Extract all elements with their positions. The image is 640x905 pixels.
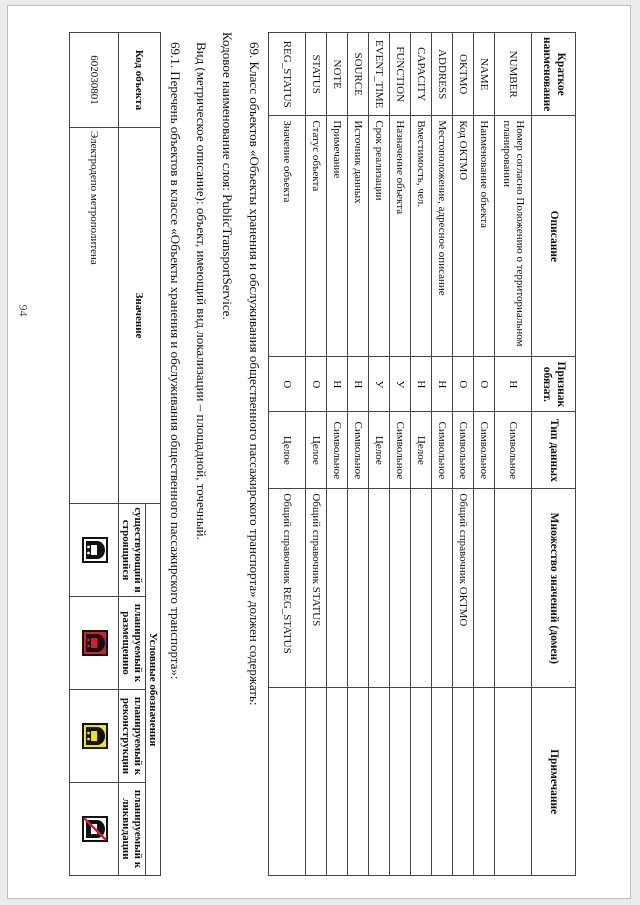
cell-domain <box>411 489 432 688</box>
header-reconstruction: планируемый к реконструкции <box>118 690 145 783</box>
cell-description: Местоположение, адресное описание <box>432 116 453 357</box>
cell-type: Символьное <box>453 412 474 489</box>
cell-note <box>269 688 306 876</box>
cell-description: Наименование объекта <box>474 116 495 357</box>
header-liquidation: планируемый к ликвидации <box>118 783 145 876</box>
paragraph-object-list: 69.1. Перечень объектов в классе «Объекты хранения и обслуживания общественного пассажирского транспорта»: <box>168 42 183 680</box>
cell-note <box>432 688 453 876</box>
paragraph-class-heading: 69. Класс объектов «Объекты хранения и обслуживания общественного пассажирского транспорта» должен содержать: <box>247 42 262 706</box>
cell-code: NAME <box>474 33 495 116</box>
table-row <box>327 33 348 876</box>
cell-flag: О <box>269 357 306 412</box>
table-row <box>348 33 369 876</box>
cell-domain <box>348 489 369 688</box>
cell-flag: Н <box>327 357 348 412</box>
cell-symbol-planned <box>69 597 118 690</box>
cell-note <box>495 688 532 876</box>
rotated-content <box>24 32 576 876</box>
header-short-name: Краткое наименование <box>532 33 576 116</box>
cell-type: Целое <box>411 412 432 489</box>
cell-type: Символьное <box>390 412 411 489</box>
cell-code: REG_STATUS <box>269 33 306 116</box>
cell-domain: Общий справочник ОКТМО <box>453 489 474 688</box>
cell-flag: У <box>369 357 390 412</box>
header-domain: Множество значений (домен) <box>532 489 576 688</box>
cell-description: Примечание <box>327 116 348 357</box>
cell-description: Код ОКТМО <box>453 116 474 357</box>
cell-note <box>474 688 495 876</box>
legend-table <box>69 32 161 876</box>
cell-note <box>306 688 327 876</box>
attribute-table <box>268 32 576 876</box>
cell-type: Целое <box>306 412 327 489</box>
cell-domain <box>390 489 411 688</box>
cell-type: Символьное <box>327 412 348 489</box>
table-row <box>495 33 532 876</box>
cell-code: CAPACITY <box>411 33 432 116</box>
cell-domain <box>369 489 390 688</box>
cell-domain <box>474 489 495 688</box>
cell-object-code: 602030801 <box>69 33 118 128</box>
cell-symbol-reconstruction <box>69 690 118 783</box>
cell-note <box>453 688 474 876</box>
table-row <box>432 33 453 876</box>
cell-note <box>348 688 369 876</box>
cell-flag: О <box>453 357 474 412</box>
header-data-type: Тип данных <box>532 412 576 489</box>
metro-depot-existing-icon <box>82 537 108 563</box>
cell-flag: О <box>306 357 327 412</box>
cell-flag: Н <box>411 357 432 412</box>
cell-type: Целое <box>369 412 390 489</box>
cell-flag: Н <box>495 357 532 412</box>
cell-object-value: Электродепо метрополитена <box>69 128 118 504</box>
cell-code: EVENT_TIME <box>369 33 390 116</box>
cell-type: Символьное <box>432 412 453 489</box>
cell-domain <box>495 489 532 688</box>
cell-type: Целое <box>269 412 306 489</box>
header-planned: планируемый к размещению <box>118 597 145 690</box>
cell-symbol-liquidation <box>69 783 118 876</box>
table-row <box>453 33 474 876</box>
table-row <box>411 33 432 876</box>
header-value: Значение <box>118 128 160 504</box>
cell-note <box>369 688 390 876</box>
cell-flag: У <box>390 357 411 412</box>
cell-code: NUMBER <box>495 33 532 116</box>
cell-description: Срок реализации <box>369 116 390 357</box>
cell-description: Назначение объекта <box>390 116 411 357</box>
cell-code: FUNCTION <box>390 33 411 116</box>
legend-header-row <box>145 33 160 876</box>
cell-domain: Общий справочник REG_STATUS <box>269 489 306 688</box>
cell-note <box>327 688 348 876</box>
paragraph-layer-code: Кодовое наименование слоя: PublicTransportService. <box>220 32 235 320</box>
cell-type: Символьное <box>495 412 532 489</box>
document-page <box>7 5 631 899</box>
cell-code: ADDRESS <box>432 33 453 116</box>
cell-description: Источник данных <box>348 116 369 357</box>
header-description: Описание <box>532 116 576 357</box>
metro-depot-reconstruction-icon <box>82 723 108 749</box>
metro-depot-planned-icon <box>82 630 108 656</box>
header-note: Примечание <box>532 688 576 876</box>
table-row <box>474 33 495 876</box>
cell-code: SOURCE <box>348 33 369 116</box>
table-row <box>269 33 306 876</box>
cell-symbol-existing <box>69 504 118 597</box>
cell-code: NOTE <box>327 33 348 116</box>
cell-code: STATUS <box>306 33 327 116</box>
header-object-code: Код объекта <box>118 33 160 128</box>
cell-flag: Н <box>348 357 369 412</box>
metro-depot-liquidation-icon <box>82 816 108 842</box>
cell-domain: Общий справочник STATUS <box>306 489 327 688</box>
header-existing: существующий и строящийся <box>118 504 145 597</box>
cell-description: Номер согласно Положению о территориальном планировании <box>495 116 532 357</box>
cell-flag: О <box>474 357 495 412</box>
cell-description: Вместимость, чел. <box>411 116 432 357</box>
paragraph-geometry-type: Вид (метрическое описание): объект, имеющий вид локализации – площадной, точечный. <box>194 42 209 540</box>
page-number: 94 <box>16 304 31 317</box>
cell-description: Значение объекта <box>269 116 306 357</box>
table-row <box>306 33 327 876</box>
cell-description: Статус объекта <box>306 116 327 357</box>
cell-note <box>390 688 411 876</box>
cell-code: OKTMO <box>453 33 474 116</box>
cell-type: Символьное <box>348 412 369 489</box>
cell-domain <box>432 489 453 688</box>
cell-domain <box>327 489 348 688</box>
cell-type: Символьное <box>474 412 495 489</box>
table-row <box>369 33 390 876</box>
cell-note <box>411 688 432 876</box>
attribute-table-header <box>532 33 576 876</box>
table-row <box>390 33 411 876</box>
legend-row <box>69 33 118 876</box>
header-legend-symbols: Условные обозначения <box>145 504 160 876</box>
cell-flag: Н <box>432 357 453 412</box>
header-required-flag: Признак обязат. <box>532 357 576 412</box>
